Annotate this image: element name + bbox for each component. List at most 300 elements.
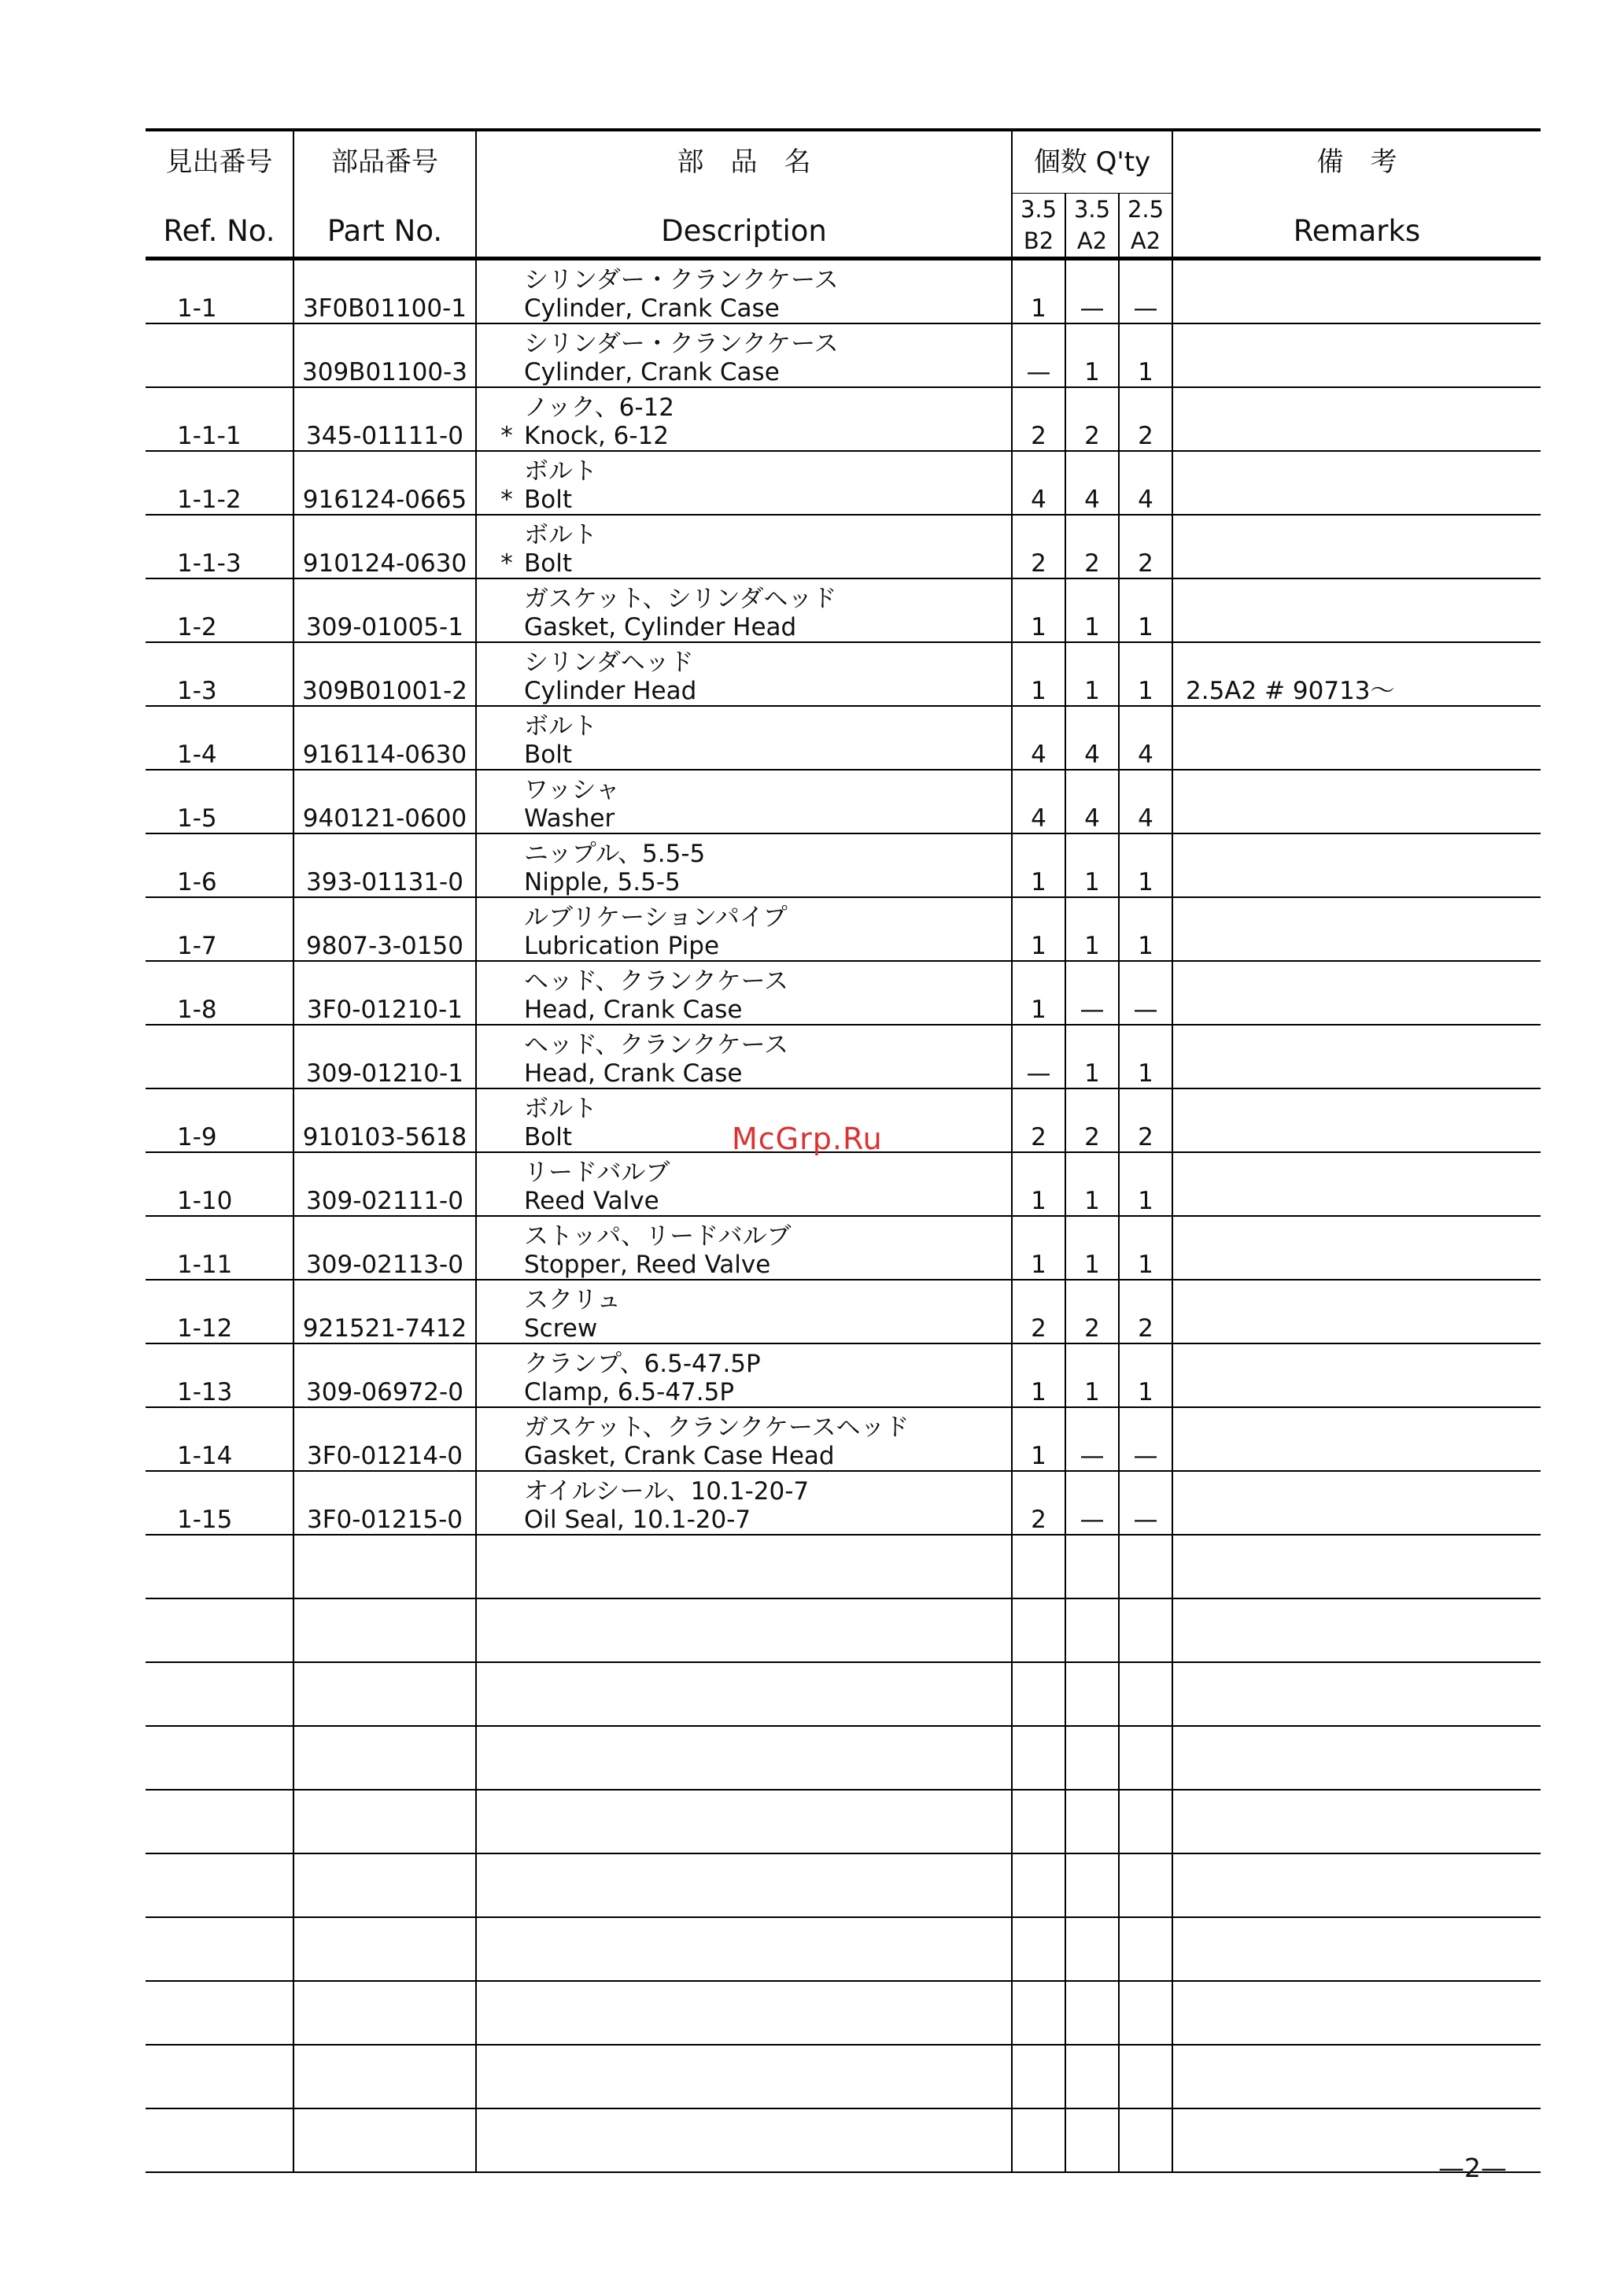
description-en-line [489,677,1011,705]
empty-cell [293,1917,476,1981]
part-number: 345-01111-0 [293,387,476,451]
qty-25a2: 1 [1119,1025,1172,1088]
empty-cell [1119,1726,1172,1790]
ref-number: 1-3 [146,642,293,706]
qty-35a2: 2 [1065,1088,1119,1152]
qty-35a2: 2 [1065,1280,1119,1343]
table-row [146,451,1541,515]
description-jp: ガスケット、クランクケースヘッド [524,1414,910,1442]
empty-cell [146,2108,293,2172]
description-en: Oil Seal, 10.1-20-7 [524,1506,751,1534]
ref-number: 1-14 [146,1407,293,1471]
empty-cell [1119,1598,1172,1662]
part-number: 309-01005-1 [293,578,476,642]
ref-number: 1-12 [146,1280,293,1343]
description-jp: オイルシール、10.1-20-7 [524,1477,810,1506]
header-remarks-en: Remarks [1293,213,1421,248]
empty-cell [146,2045,293,2108]
remarks [1172,1343,1541,1407]
description-en: Bolt [524,741,573,769]
description [476,770,1012,833]
empty-cell [1172,1662,1541,1726]
empty-row [146,1790,1541,1853]
remarks [1172,961,1541,1025]
description-jp: ガスケット、シリンダヘッド [524,585,837,613]
qty-35b2: 1 [1012,833,1065,897]
asterisk-mark: * [500,422,513,450]
empty-cell [1172,1726,1541,1790]
description-en-line [489,358,1011,386]
description-en-line [489,741,1011,769]
description-jp: ストッパ、リードバルブ [524,1222,792,1251]
ref-number: 1-10 [146,1152,293,1216]
qty-35a2: 1 [1065,642,1119,706]
part-number: 3F0B01100-1 [293,259,476,324]
part-number: 309-02111-0 [293,1152,476,1216]
qty-25a2: — [1119,259,1172,324]
qty-25a2: — [1119,961,1172,1025]
parts-rows [146,259,1541,2173]
description-jp: シリンダー・クランクケース [524,330,839,358]
description-jp: ボルト [524,1095,597,1123]
qty-25a2: 1 [1119,1343,1172,1407]
qty-25a2: 2 [1119,387,1172,451]
qty-35b2: 2 [1012,1471,1065,1535]
empty-cell [1012,2108,1065,2172]
header-remarks-jp: 備 考 [1316,146,1397,179]
description-jp: クランプ、6.5-47.5P [524,1350,761,1378]
qty-25a2: 1 [1119,897,1172,961]
description [476,1407,1012,1471]
description [476,1343,1012,1407]
description-en-line [489,1314,1011,1343]
empty-cell [476,1598,1012,1662]
qty-25a2: — [1119,1407,1172,1471]
empty-cell [1012,1662,1065,1726]
qty-25a2: 2 [1119,1280,1172,1343]
empty-cell [476,2045,1012,2108]
empty-cell [1119,1981,1172,2045]
empty-cell [1119,2108,1172,2172]
empty-cell [1065,2108,1119,2172]
header-part-jp: 部品番号 [293,130,476,194]
empty-cell [476,1981,1012,2045]
header-qty-label: 個数 Q'ty [1012,130,1172,194]
empty-cell [1012,2045,1065,2108]
description-jp: ボルト [524,457,597,486]
empty-cell [1172,1598,1541,1662]
qty-35b2: 1 [1012,897,1065,961]
empty-cell [476,1790,1012,1853]
description [476,961,1012,1025]
empty-cell [1065,1598,1119,1662]
description [476,1025,1012,1088]
description [476,323,1012,387]
description-jp: ヘッド、クランクケース [524,1031,789,1059]
ref-number: 1-5 [146,770,293,833]
empty-row [146,1917,1541,1981]
qty-35a2: 4 [1065,451,1119,515]
qty-35b2: 1 [1012,1216,1065,1280]
qty-25a2: 1 [1119,1216,1172,1280]
empty-cell [1065,1535,1119,1598]
empty-row [146,1662,1541,1726]
description [476,642,1012,706]
description-jp: ボルト [524,712,597,741]
part-number: 309-02113-0 [293,1216,476,1280]
ref-number: 1-13 [146,1343,293,1407]
remarks [1172,833,1541,897]
qty-35b2: 2 [1012,1088,1065,1152]
part-number: 916124-0665 [293,451,476,515]
table-row [146,515,1541,578]
empty-cell [1065,1726,1119,1790]
description-en: Clamp, 6.5-47.5P [524,1378,735,1406]
description [476,259,1012,324]
description-en: Gasket, Crank Case Head [524,1442,835,1470]
description-en: Gasket, Cylinder Head [524,613,797,641]
empty-cell [476,1726,1012,1790]
part-number: 3F0-01214-0 [293,1407,476,1471]
ref-number: 1-1-1 [146,387,293,451]
description-jp: リードバルブ [524,1159,670,1187]
empty-cell [1172,2045,1541,2108]
empty-cell [1119,1662,1172,1726]
qty-35b2: 2 [1012,1280,1065,1343]
description-jp: ボルト [524,521,597,549]
part-number: 309B01001-2 [293,642,476,706]
qty-25a2: — [1119,1471,1172,1535]
description [476,578,1012,642]
table-row [146,1343,1541,1407]
empty-cell [293,2045,476,2108]
table-row [146,1280,1541,1343]
empty-cell [293,1598,476,1662]
empty-row [146,1853,1541,1917]
empty-row [146,1598,1541,1662]
table-row [146,578,1541,642]
part-number: 309B01100-3 [293,323,476,387]
empty-cell [1172,1790,1541,1853]
description [476,1280,1012,1343]
description [476,897,1012,961]
ref-number: 1-6 [146,833,293,897]
description [476,1216,1012,1280]
qty-35a2: 1 [1065,897,1119,961]
empty-cell [476,1853,1012,1917]
empty-cell [146,1598,293,1662]
description-en-line [489,1059,1011,1088]
remarks [1172,706,1541,770]
header-qty-col-1: 3.5 B2 [1012,194,1065,259]
empty-cell [1012,1981,1065,2045]
header-qty-col-2: 3.5 A2 [1065,194,1119,259]
ref-number: 1-1-2 [146,451,293,515]
qty-35a2: — [1065,1471,1119,1535]
remarks [1172,1088,1541,1152]
description-en: Bolt [524,549,573,578]
empty-cell [1172,1535,1541,1598]
header-ref-en: Ref. No. [146,194,293,259]
qty-35a2: 4 [1065,706,1119,770]
qty-25a2: 1 [1119,578,1172,642]
part-number: 916114-0630 [293,706,476,770]
empty-cell [1065,1790,1119,1853]
header-part-en: Part No. [293,194,476,259]
ref-number [146,1025,293,1088]
description-en: Head, Crank Case [524,996,743,1024]
description-en: Bolt [524,1123,573,1151]
qty-35a2: 4 [1065,770,1119,833]
description-jp: ニップル、5.5-5 [524,840,706,868]
qty-35a2: — [1065,961,1119,1025]
qty-35a2: 2 [1065,515,1119,578]
part-number: 940121-0600 [293,770,476,833]
qty-35b2: 1 [1012,1152,1065,1216]
part-number: 393-01131-0 [293,833,476,897]
ref-number: 1-7 [146,897,293,961]
empty-cell [1012,1853,1065,1917]
description [476,1471,1012,1535]
description-en-line [489,294,1011,323]
ref-number: 1-9 [146,1088,293,1152]
description-jp: スクリュ [524,1286,622,1314]
description-jp: シリンダー・クランクケース [524,266,839,294]
empty-cell [1065,1917,1119,1981]
ref-number: 1-11 [146,1216,293,1280]
asterisk-mark: * [500,549,513,578]
empty-cell [1119,2045,1172,2108]
description-en-line [489,486,1011,514]
remarks [1172,578,1541,642]
description-en: Nipple, 5.5-5 [524,868,681,896]
remarks [1172,1471,1541,1535]
qty-25a2: 1 [1119,833,1172,897]
ref-number: 1-8 [146,961,293,1025]
description-jp: ヘッド、クランクケース [524,967,789,996]
empty-cell [1172,1917,1541,1981]
description-jp: ルブリケーションパイプ [524,904,788,932]
description-en-line [489,549,1011,578]
qty-35b2: — [1012,323,1065,387]
empty-cell [293,1662,476,1726]
remarks [1172,259,1541,324]
part-number: 3F0-01210-1 [293,961,476,1025]
empty-cell [1012,1917,1065,1981]
part-number: 3F0-01215-0 [293,1471,476,1535]
qty-35b2: 1 [1012,578,1065,642]
qty-35b2: — [1012,1025,1065,1088]
description [476,451,1012,515]
empty-cell [293,1726,476,1790]
empty-cell [1065,2045,1119,2108]
empty-row [146,1535,1541,1598]
qty-35b2: 2 [1012,387,1065,451]
qty-35b2: 4 [1012,770,1065,833]
description [476,833,1012,897]
empty-cell [146,1726,293,1790]
description-en-line [489,613,1011,641]
qty-35a2: 1 [1065,1152,1119,1216]
qty-35b2: 1 [1012,1407,1065,1471]
description-en: Reed Valve [524,1187,659,1215]
ref-number: 1-1-3 [146,515,293,578]
description-en: Head, Crank Case [524,1059,743,1088]
description-jp: シリンダヘッド [524,649,694,677]
empty-cell [293,1790,476,1853]
description-en: Lubrication Pipe [524,932,720,960]
empty-cell [1065,1662,1119,1726]
qty-25a2: 2 [1119,1088,1172,1152]
empty-cell [1172,1853,1541,1917]
remarks [1172,323,1541,387]
empty-cell [1119,1790,1172,1853]
table-row [146,770,1541,833]
empty-row [146,1726,1541,1790]
empty-cell [476,1535,1012,1598]
remarks [1172,387,1541,451]
empty-row [146,2108,1541,2172]
empty-cell [293,1981,476,2045]
empty-cell [1012,1535,1065,1598]
empty-cell [476,1917,1012,1981]
description-en-line [489,1506,1011,1534]
empty-cell [146,1662,293,1726]
table-row [146,1471,1541,1535]
header-ref-jp: 見出番号 [146,130,293,194]
empty-cell [146,1981,293,2045]
part-number: 309-06972-0 [293,1343,476,1407]
part-number: 921521-7412 [293,1280,476,1343]
table-row [146,961,1541,1025]
qty-35b2: 2 [1012,515,1065,578]
empty-cell [146,1790,293,1853]
table-row [146,1407,1541,1471]
qty-35a2: 1 [1065,1216,1119,1280]
qty-35b2: 1 [1012,961,1065,1025]
empty-cell [1012,1726,1065,1790]
part-number: 309-01210-1 [293,1025,476,1088]
empty-cell [146,1917,293,1981]
empty-cell [476,1662,1012,1726]
description-en-line [489,1187,1011,1215]
header-desc-jp: 部 品 名 [476,130,1012,194]
qty-35a2: — [1065,259,1119,324]
qty-35b2: 4 [1012,451,1065,515]
qty-35b2: 4 [1012,706,1065,770]
table-row [146,1216,1541,1280]
remarks [1172,897,1541,961]
empty-cell [293,1535,476,1598]
table-row [146,706,1541,770]
description-en-line [489,1378,1011,1406]
empty-cell [146,1853,293,1917]
qty-35a2: — [1065,1407,1119,1471]
qty-35b2: 1 [1012,642,1065,706]
table-row [146,259,1541,324]
empty-cell [1012,1598,1065,1662]
remarks: 2.5A2 # 90713〜 [1172,642,1541,706]
remarks [1172,1025,1541,1088]
empty-cell [293,2108,476,2172]
header-desc-en: Description [476,194,1012,259]
description-en: Stopper, Reed Valve [524,1251,771,1279]
empty-cell [1119,1853,1172,1917]
description [476,515,1012,578]
qty-35b2: 1 [1012,1343,1065,1407]
empty-row [146,2045,1541,2108]
header-qty-col-3: 2.5 A2 [1119,194,1172,259]
table-row [146,387,1541,451]
empty-cell [1065,1981,1119,2045]
empty-row [146,1981,1541,2045]
description [476,387,1012,451]
ref-number [146,323,293,387]
asterisk-mark: * [500,486,513,514]
description-en: Cylinder, Crank Case [524,294,780,323]
part-number: 9807-3-0150 [293,897,476,961]
description-en-line [489,868,1011,896]
description-jp: ワッシャ [524,776,620,804]
remarks [1172,451,1541,515]
description-en-line [489,1251,1011,1279]
empty-cell [1012,1790,1065,1853]
remarks [1172,515,1541,578]
watermark: McGrp.Ru [732,1122,883,1156]
ref-number: 1-4 [146,706,293,770]
qty-35a2: 1 [1065,833,1119,897]
table-row [146,323,1541,387]
description-en: Screw [524,1314,598,1343]
remarks [1172,770,1541,833]
table-header [146,130,1541,259]
description-jp: ノック、6-12 [524,394,674,422]
description-en: Cylinder, Crank Case [524,358,780,386]
description-en: Knock, 6-12 [524,422,670,450]
qty-35a2: 1 [1065,323,1119,387]
qty-25a2: 2 [1119,515,1172,578]
page-number: —2— [1438,2153,1507,2183]
description-en: Cylinder Head [524,677,697,705]
description-en-line [489,996,1011,1024]
ref-number: 1-15 [146,1471,293,1535]
part-number: 910103-5618 [293,1088,476,1152]
table-row [146,1152,1541,1216]
remarks [1172,1152,1541,1216]
empty-cell [1172,1981,1541,2045]
description-en-line [489,932,1011,960]
description-en-line [489,1442,1011,1470]
qty-25a2: 1 [1119,1152,1172,1216]
description-en-line [489,422,1011,450]
qty-25a2: 4 [1119,770,1172,833]
remarks [1172,1216,1541,1280]
description-en-line [489,804,1011,833]
table-row [146,642,1541,706]
qty-35a2: 1 [1065,578,1119,642]
qty-25a2: 1 [1119,642,1172,706]
qty-35a2: 1 [1065,1025,1119,1088]
description-en: Washer [524,804,615,833]
description [476,1152,1012,1216]
empty-cell [1119,1535,1172,1598]
table-row [146,1025,1541,1088]
table-row [146,897,1541,961]
qty-35b2: 1 [1012,259,1065,324]
description [476,706,1012,770]
description-en: Bolt [524,486,573,514]
ref-number: 1-2 [146,578,293,642]
